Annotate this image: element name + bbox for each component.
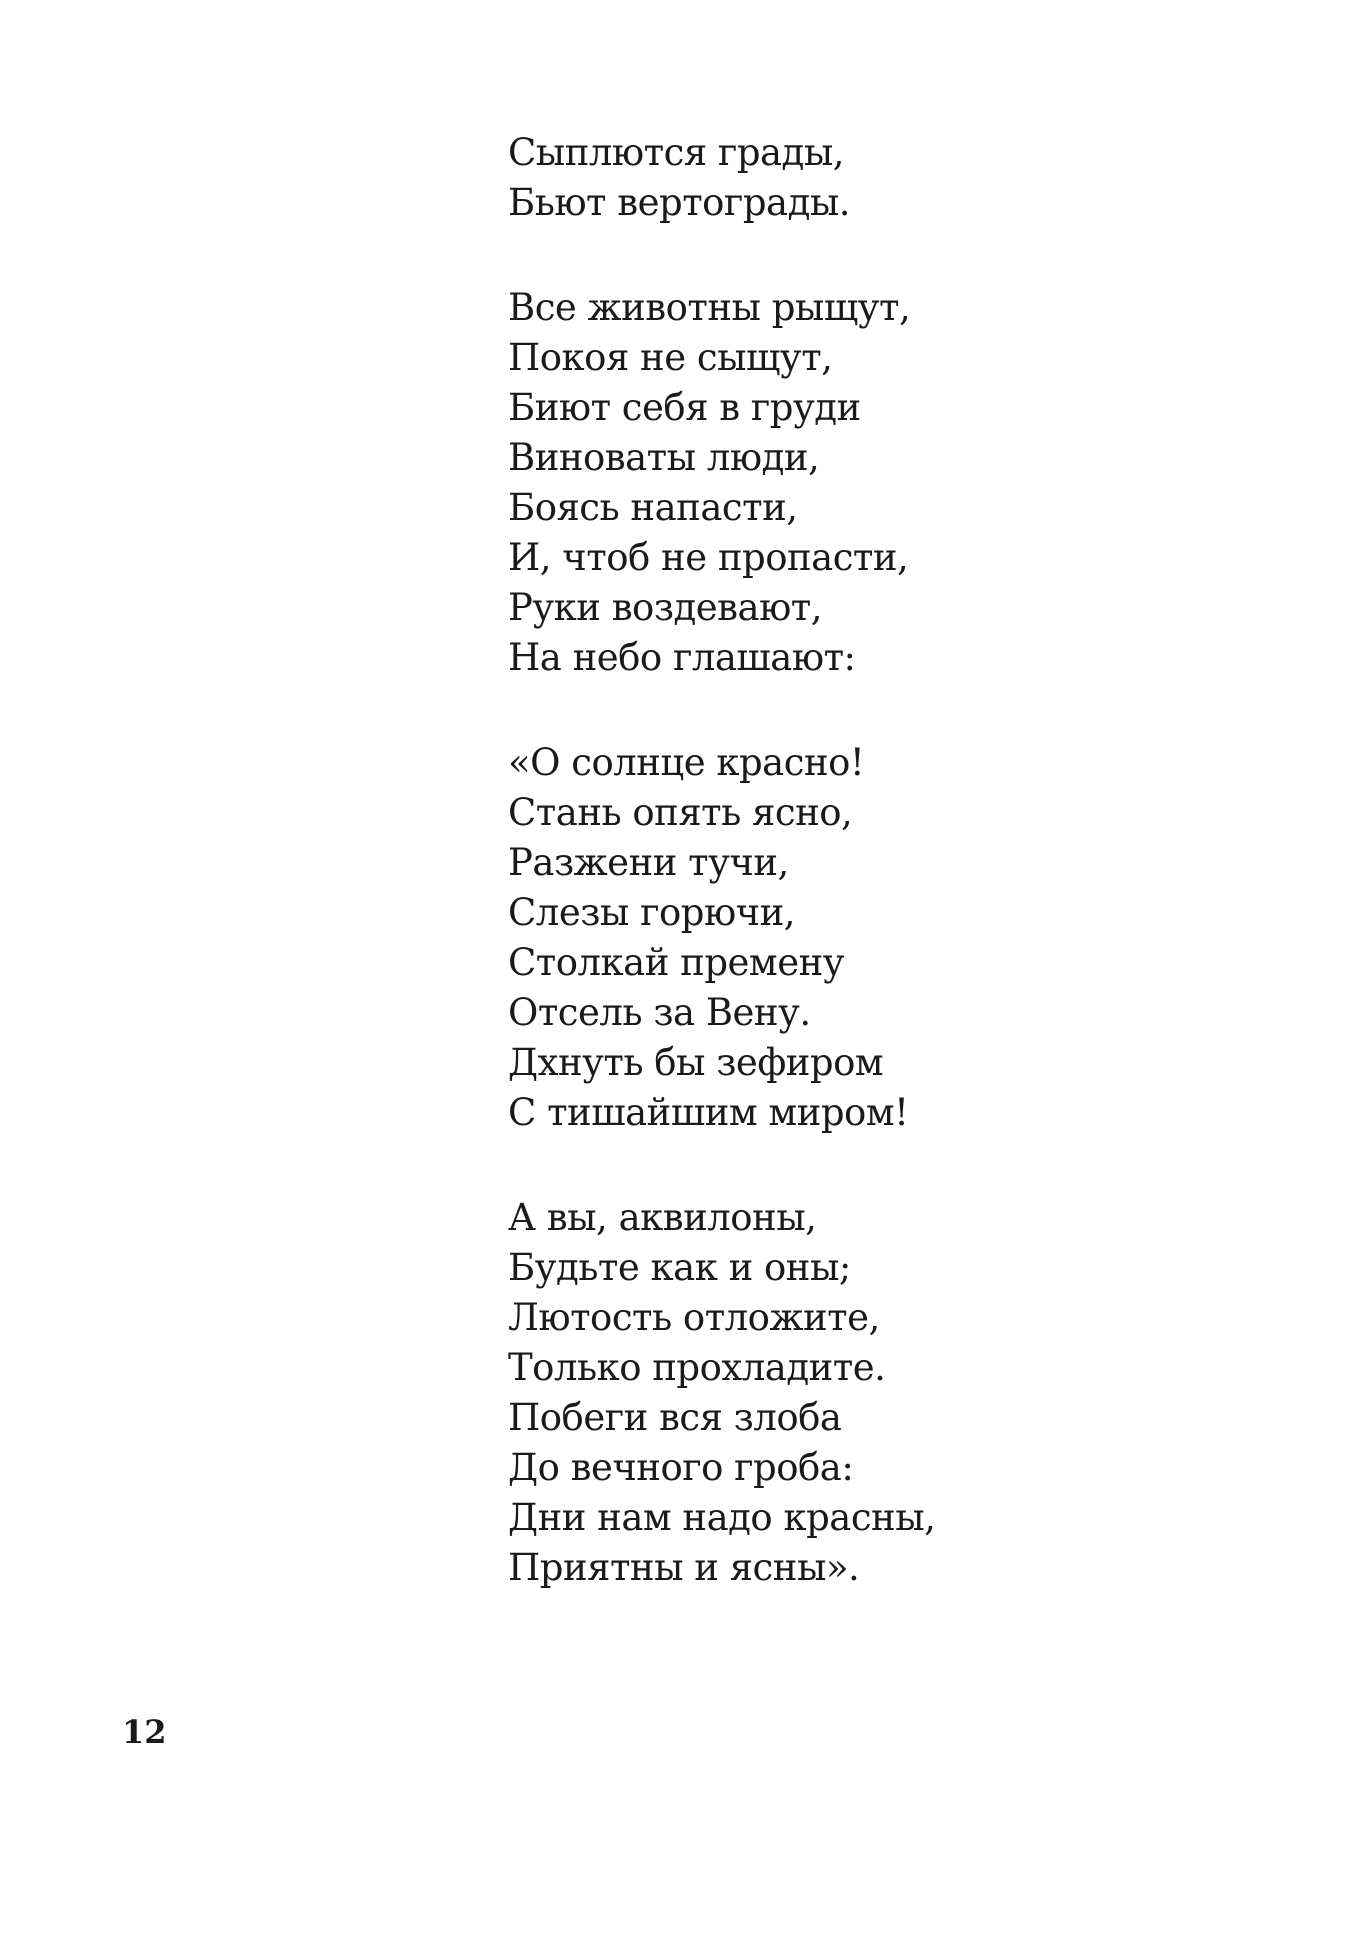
poem-line: Стань опять ясно, <box>508 791 853 834</box>
poem-line: Руки воздевают, <box>508 586 823 629</box>
poem-line: Разжени тучи, <box>508 841 789 884</box>
poem-line: Слезы горючи, <box>508 891 796 934</box>
poem-line: Столкай премену <box>508 941 845 984</box>
stanza-1 <box>508 128 1208 228</box>
poem-line: Все животны рыщут, <box>508 286 911 329</box>
poem-line: Дни нам надо красны, <box>508 1496 936 1539</box>
poem-line: И, чтоб не пропасти, <box>508 536 909 579</box>
poem-line: Приятны и ясны». <box>508 1546 860 1589</box>
poem-line: Будьте как и оны; <box>508 1246 851 1289</box>
poem-line: Отсель за Вену. <box>508 991 811 1034</box>
poem-line: Боясь напасти, <box>508 486 798 529</box>
poem-line: Покоя не сыщут, <box>508 336 833 379</box>
page-number: 12 <box>122 1713 167 1751</box>
poem-line: Бьют вертограды. <box>508 181 851 224</box>
poem-line: С тишайшим миром! <box>508 1091 909 1134</box>
poem-line: Виноваты люди, <box>508 436 820 479</box>
poem-line: А вы, аквилоны, <box>508 1196 817 1239</box>
poem-line: На небо глашают: <box>508 636 856 679</box>
stanza-2 <box>508 283 1208 683</box>
poem-line: Лютость отложите, <box>508 1296 880 1339</box>
poem-line: Побеги вся злоба <box>508 1396 842 1439</box>
poem-line: Только прохладите. <box>508 1346 886 1389</box>
poem-line: Дхнуть бы зефиром <box>508 1041 884 1084</box>
poem-line: Сыплются грады, <box>508 131 845 174</box>
poem-line: «О солнце красно! <box>508 741 865 784</box>
stanza-3 <box>508 738 1208 1138</box>
poem-line: Биют себя в груди <box>508 386 861 429</box>
stanza-4 <box>508 1193 1208 1593</box>
poem <box>508 128 1208 1648</box>
poem-line: До вечного гроба: <box>508 1446 854 1489</box>
